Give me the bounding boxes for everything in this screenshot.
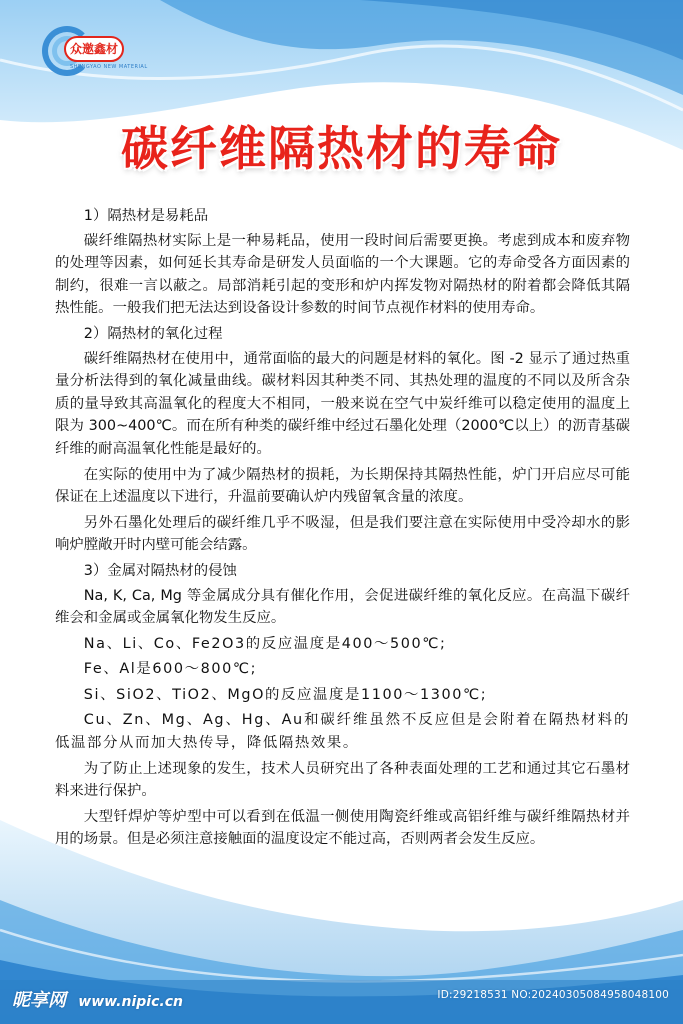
section-heading: 2）隔热材的氧化过程 [83,325,223,342]
section-heading: 3）金属对隔热材的侵蚀 [83,562,237,579]
article-paragraph: 碳纤维隔热材实际上是一种易耗品，使用一段时间后需要更换。考虑到成本和废弃物的处理等因素，如何延长其寿命是研发人员面临的一个大课题。它的寿命受各方面因素的制约，很难一言以蔽之。局部消耗引起的变形和炉内挥发物对隔热材的附着都会降低其隔热性能。一般我们把无法达到设备设计参数的时间节点视作材料的使用寿命。 [55,232,630,317]
watermark-site-name: 昵享网 [12,990,66,1011]
article-paragraph: Na、Li、Co、Fe2O3的反应温度是400～500℃; [83,635,447,652]
article-paragraph: Cu、Zn、Mg、Ag、Hg、Au和碳纤维虽然不反应但是会附着在隔热材料的低温部分从而加大热传导，降低隔热效果。 [55,712,630,752]
article-paragraph: Fe、Al是600～800℃; [83,661,258,678]
article-paragraph: 大型钎焊炉等炉型中可以看到在低温一侧使用陶瓷纤维或高铝纤维与碳纤维隔热材并用的场景。但是必须注意接触面的温度设定不能过高，否则两者会发生反应。 [55,808,630,848]
logo-tagline: SHENGYAO NEW MATERIAL [70,64,148,70]
article-paragraph: 在实际的使用中为了减少隔热材的损耗，为长期保持其隔热性能，炉门开启应尽可能保证在上述温度以下进行，升温前要确认炉内残留氧含量的浓度。 [55,466,630,506]
company-logo [42,22,148,84]
article-paragraph: 碳纤维隔热材在使用中，通常面临的最大的问题是材料的氧化。图 -2 显示了通过热重量分析法得到的氧化减量曲线。碳材料因其种类不同、其热处理的温度的不同以及所含杂质的量导致其高温氧化的程度大不相同，一般来说在空气中炭纤维可以稳定使用的温度上限为 300~400℃。而在所有种类的碳纤维中经过石墨化处理（2000℃以上）的沥青基碳纤维的耐高温氧化性能是最好的。 [55,350,630,457]
article-paragraph: Na, K, Ca, Mg 等金属成分具有催化作用，会促进碳纤维的氧化反应。在高温下碳纤维会和金属或金属氧化物发生反应。 [55,587,630,627]
watermark-site [12,986,183,1012]
article-body [55,205,630,854]
article-paragraph: Si、SiO2、TiO2、MgO的反应温度是1100～1300℃; [83,686,488,703]
watermark-image-id: ID:29218531 NO:20240305084958048100 [437,989,669,1001]
section-heading: 1）隔热材是易耗品 [83,208,209,224]
logo-badge: 众邀鑫材 [64,36,124,62]
watermark-site-url: www.nipic.cn [78,994,183,1010]
article-paragraph: 为了防止上述现象的发生，技术人员研究出了各种表面处理的工艺和通过其它石墨材料来进行保护。 [55,760,630,800]
article-paragraph: 另外石墨化处理后的碳纤维几乎不吸湿，但是我们要注意在实际使用中受冷却水的影响炉膛敞开时内壁可能会结露。 [55,514,630,554]
poster-title: 碳纤维隔热材的寿命 [121,122,562,177]
